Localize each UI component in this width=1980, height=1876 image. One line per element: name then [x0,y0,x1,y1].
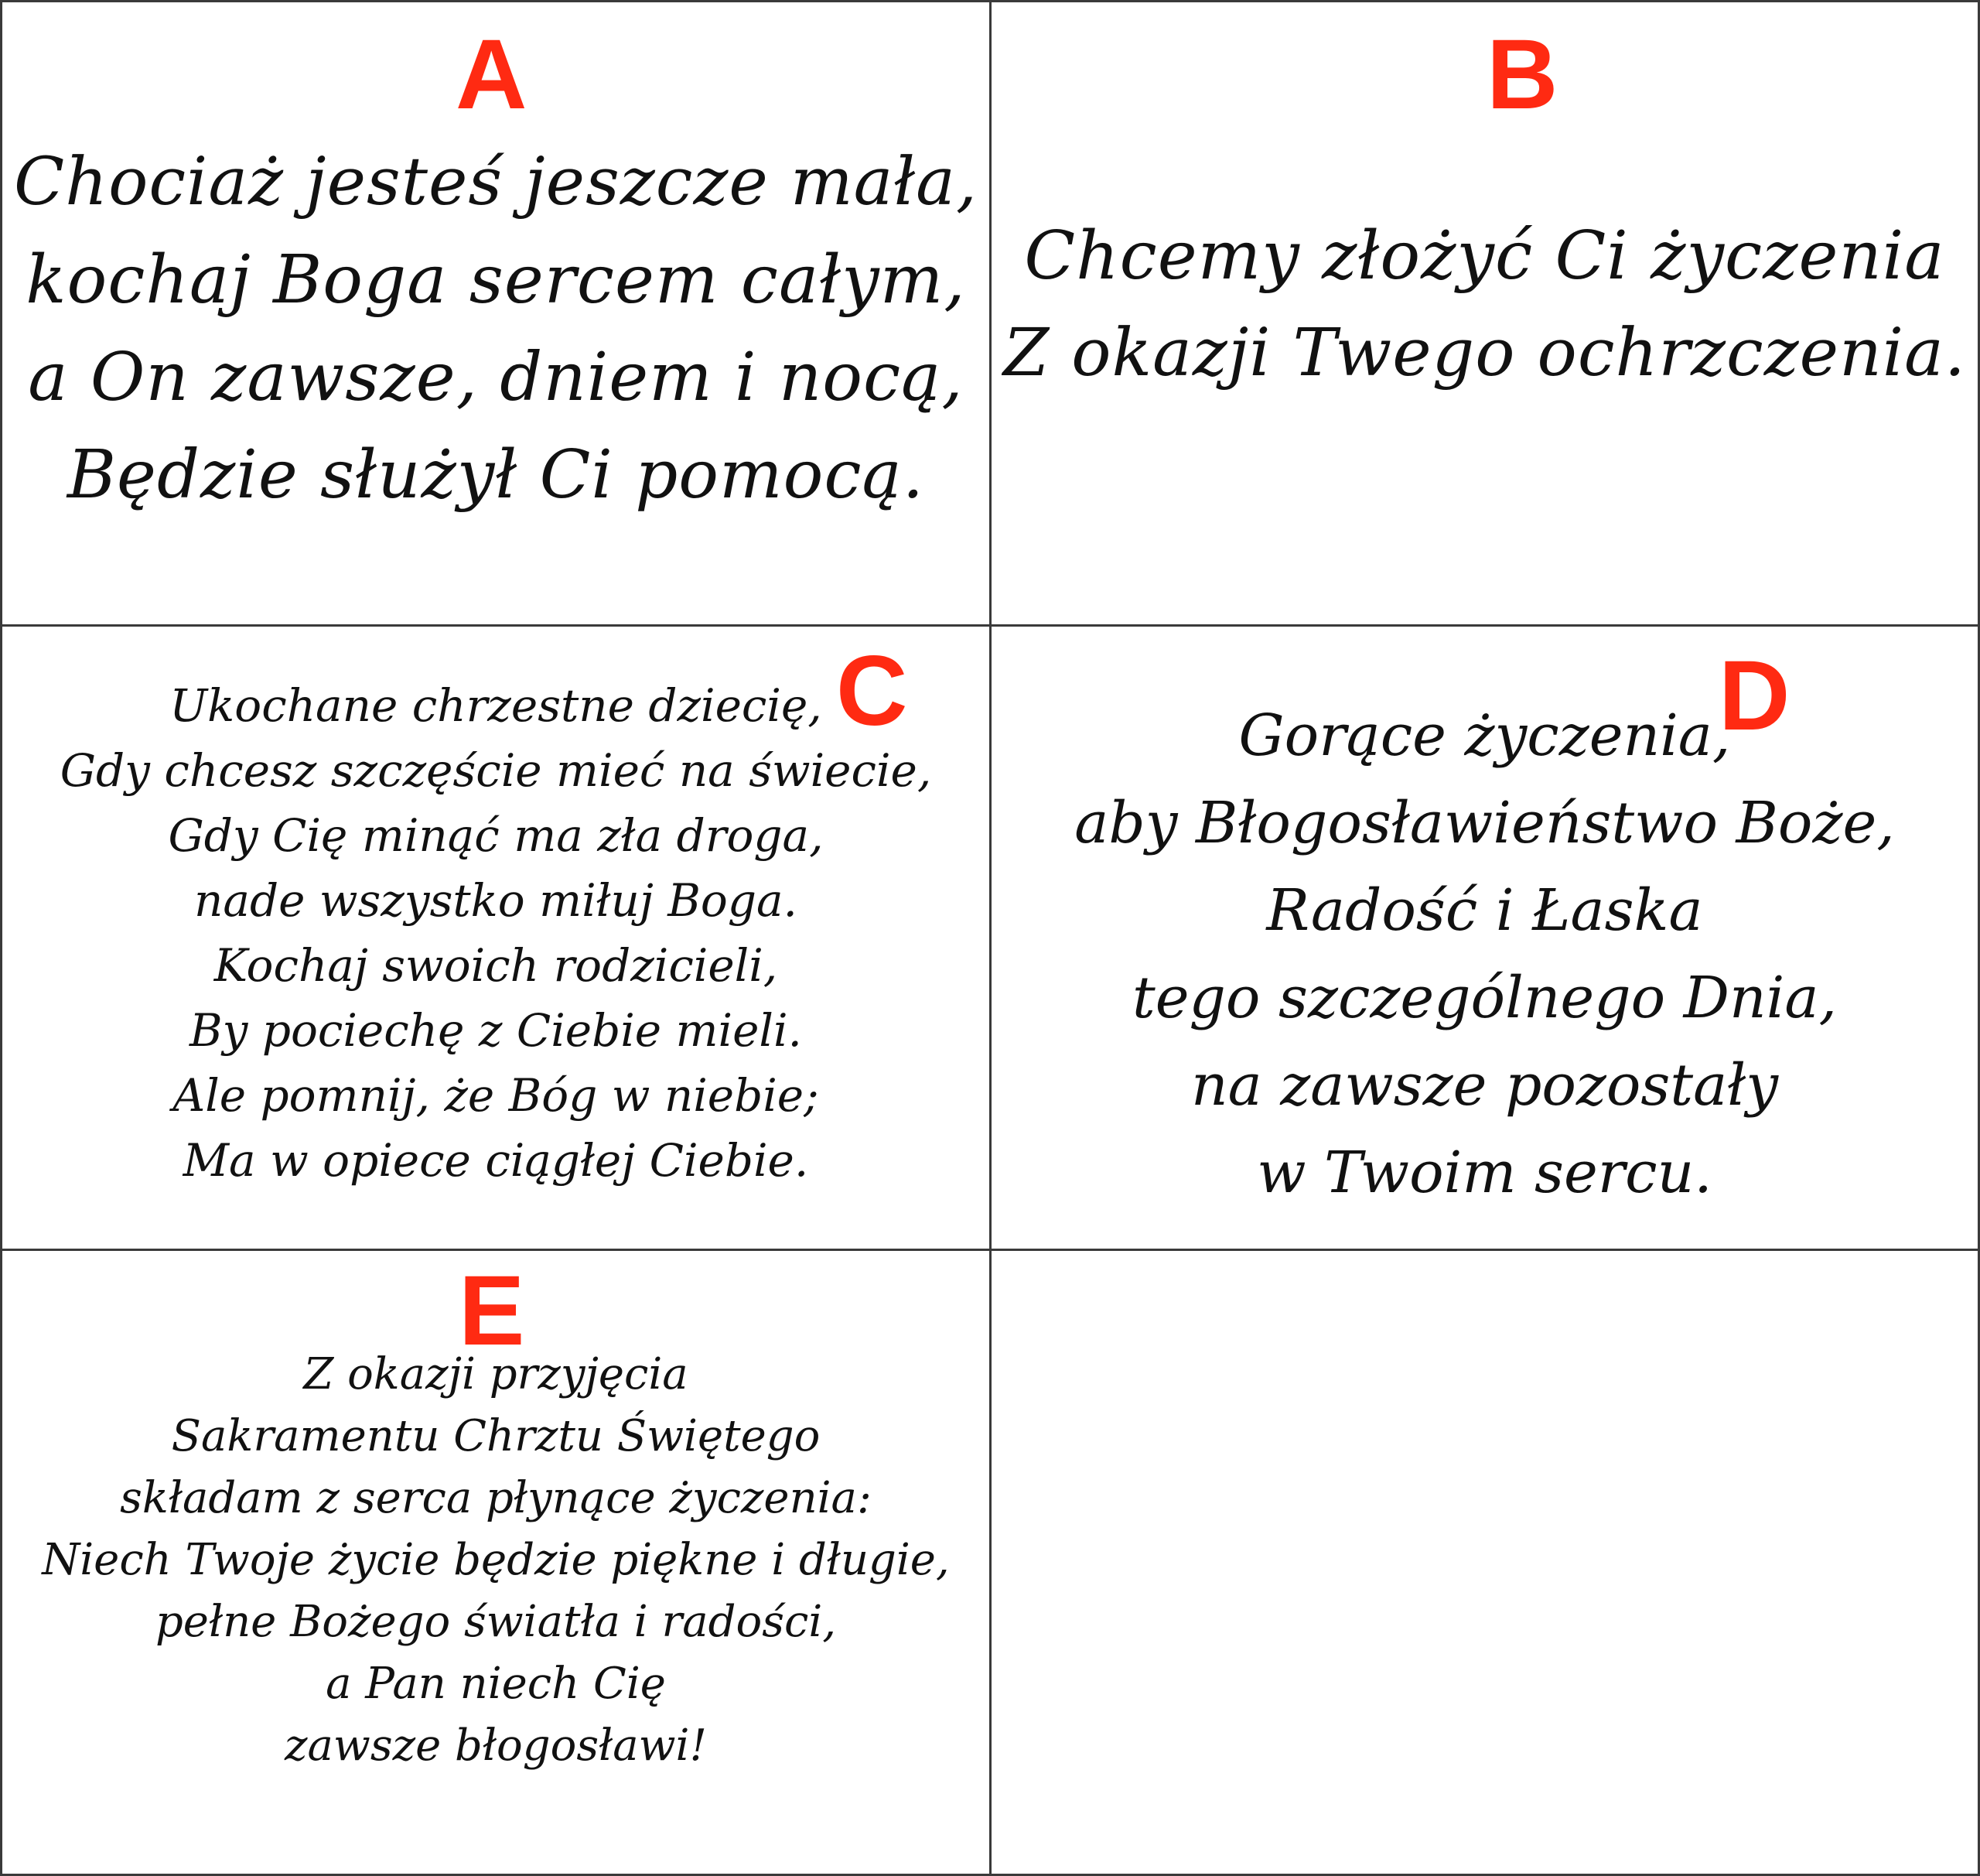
card-letter: C [836,636,908,747]
card-e [0,1249,992,1876]
poem-line: Gdy Cię minąć ma zła droga, [168,809,824,862]
poem-line: Radość i Łaska [1266,877,1703,944]
card-letter: E [459,1256,525,1366]
card-poem [2,1344,989,1777]
poem-line: Z okazji przyjęcia [303,1349,688,1399]
poem-line: zawsze błogosławi! [285,1721,707,1771]
poem-line: nade wszystko miłuj Boga. [194,874,797,927]
poem-line: Ale pomnij, że Bóg w niebie; [172,1069,819,1122]
poem-line: Gdy chcesz szczęście mieć na świecie, [60,744,932,797]
poem-line: a Pan niech Cię [326,1659,666,1709]
poem-line: na zawsze pozostały [1190,1052,1779,1119]
poem-line: kochaj Boga sercem całym, [26,241,966,319]
card-poem [992,692,1978,1217]
card-poem [992,207,1978,402]
poem-line: aby Błogosławieństwo Boże, [1074,790,1895,856]
poem-line: Ma w opiece ciągłej Ciebie. [183,1134,809,1187]
card-c [0,624,992,1251]
poem-line: Sakramentu Chrztu Świętego [171,1411,821,1461]
card-letter: B [1487,19,1558,130]
poem-line: Ukochane chrzestne dziecię, [169,679,822,732]
poem-line: Będzie służył Ci pomocą. [67,436,925,514]
card-d [989,624,1980,1251]
poem-line: Kochaj swoich rodzicieli, [213,939,778,992]
poem-line: a On zawsze, dniem i nocą, [28,339,964,416]
poem-line: składam z serca płynące życzenia: [120,1473,872,1523]
card-b [989,0,1980,627]
poem-line: tego szczególnego Dnia, [1132,965,1837,1031]
poem-line: By pociechę z Ciebie mieli. [189,1004,802,1057]
poem-line: Z okazji Twego ochrzczenia. [1002,315,1967,391]
poem-line: Gorące życzenia, [1238,702,1731,769]
card-a [0,0,992,627]
poem-line: Niech Twoje życie będzie piękne i długie, [42,1535,950,1585]
poem-line: w Twoim sercu. [1257,1140,1712,1206]
card-empty [989,1249,1980,1876]
poem-line: pełne Bożego światła i radości, [155,1597,837,1647]
card-poem [2,134,989,524]
card-letter: D [1719,641,1791,751]
poem-line: Chociaż jesteś jeszcze mała, [13,144,978,220]
poem-line: Chcemy złożyć Ci życzenia [1024,217,1945,295]
card-poem [2,673,989,1193]
card-letter: A [456,19,527,130]
